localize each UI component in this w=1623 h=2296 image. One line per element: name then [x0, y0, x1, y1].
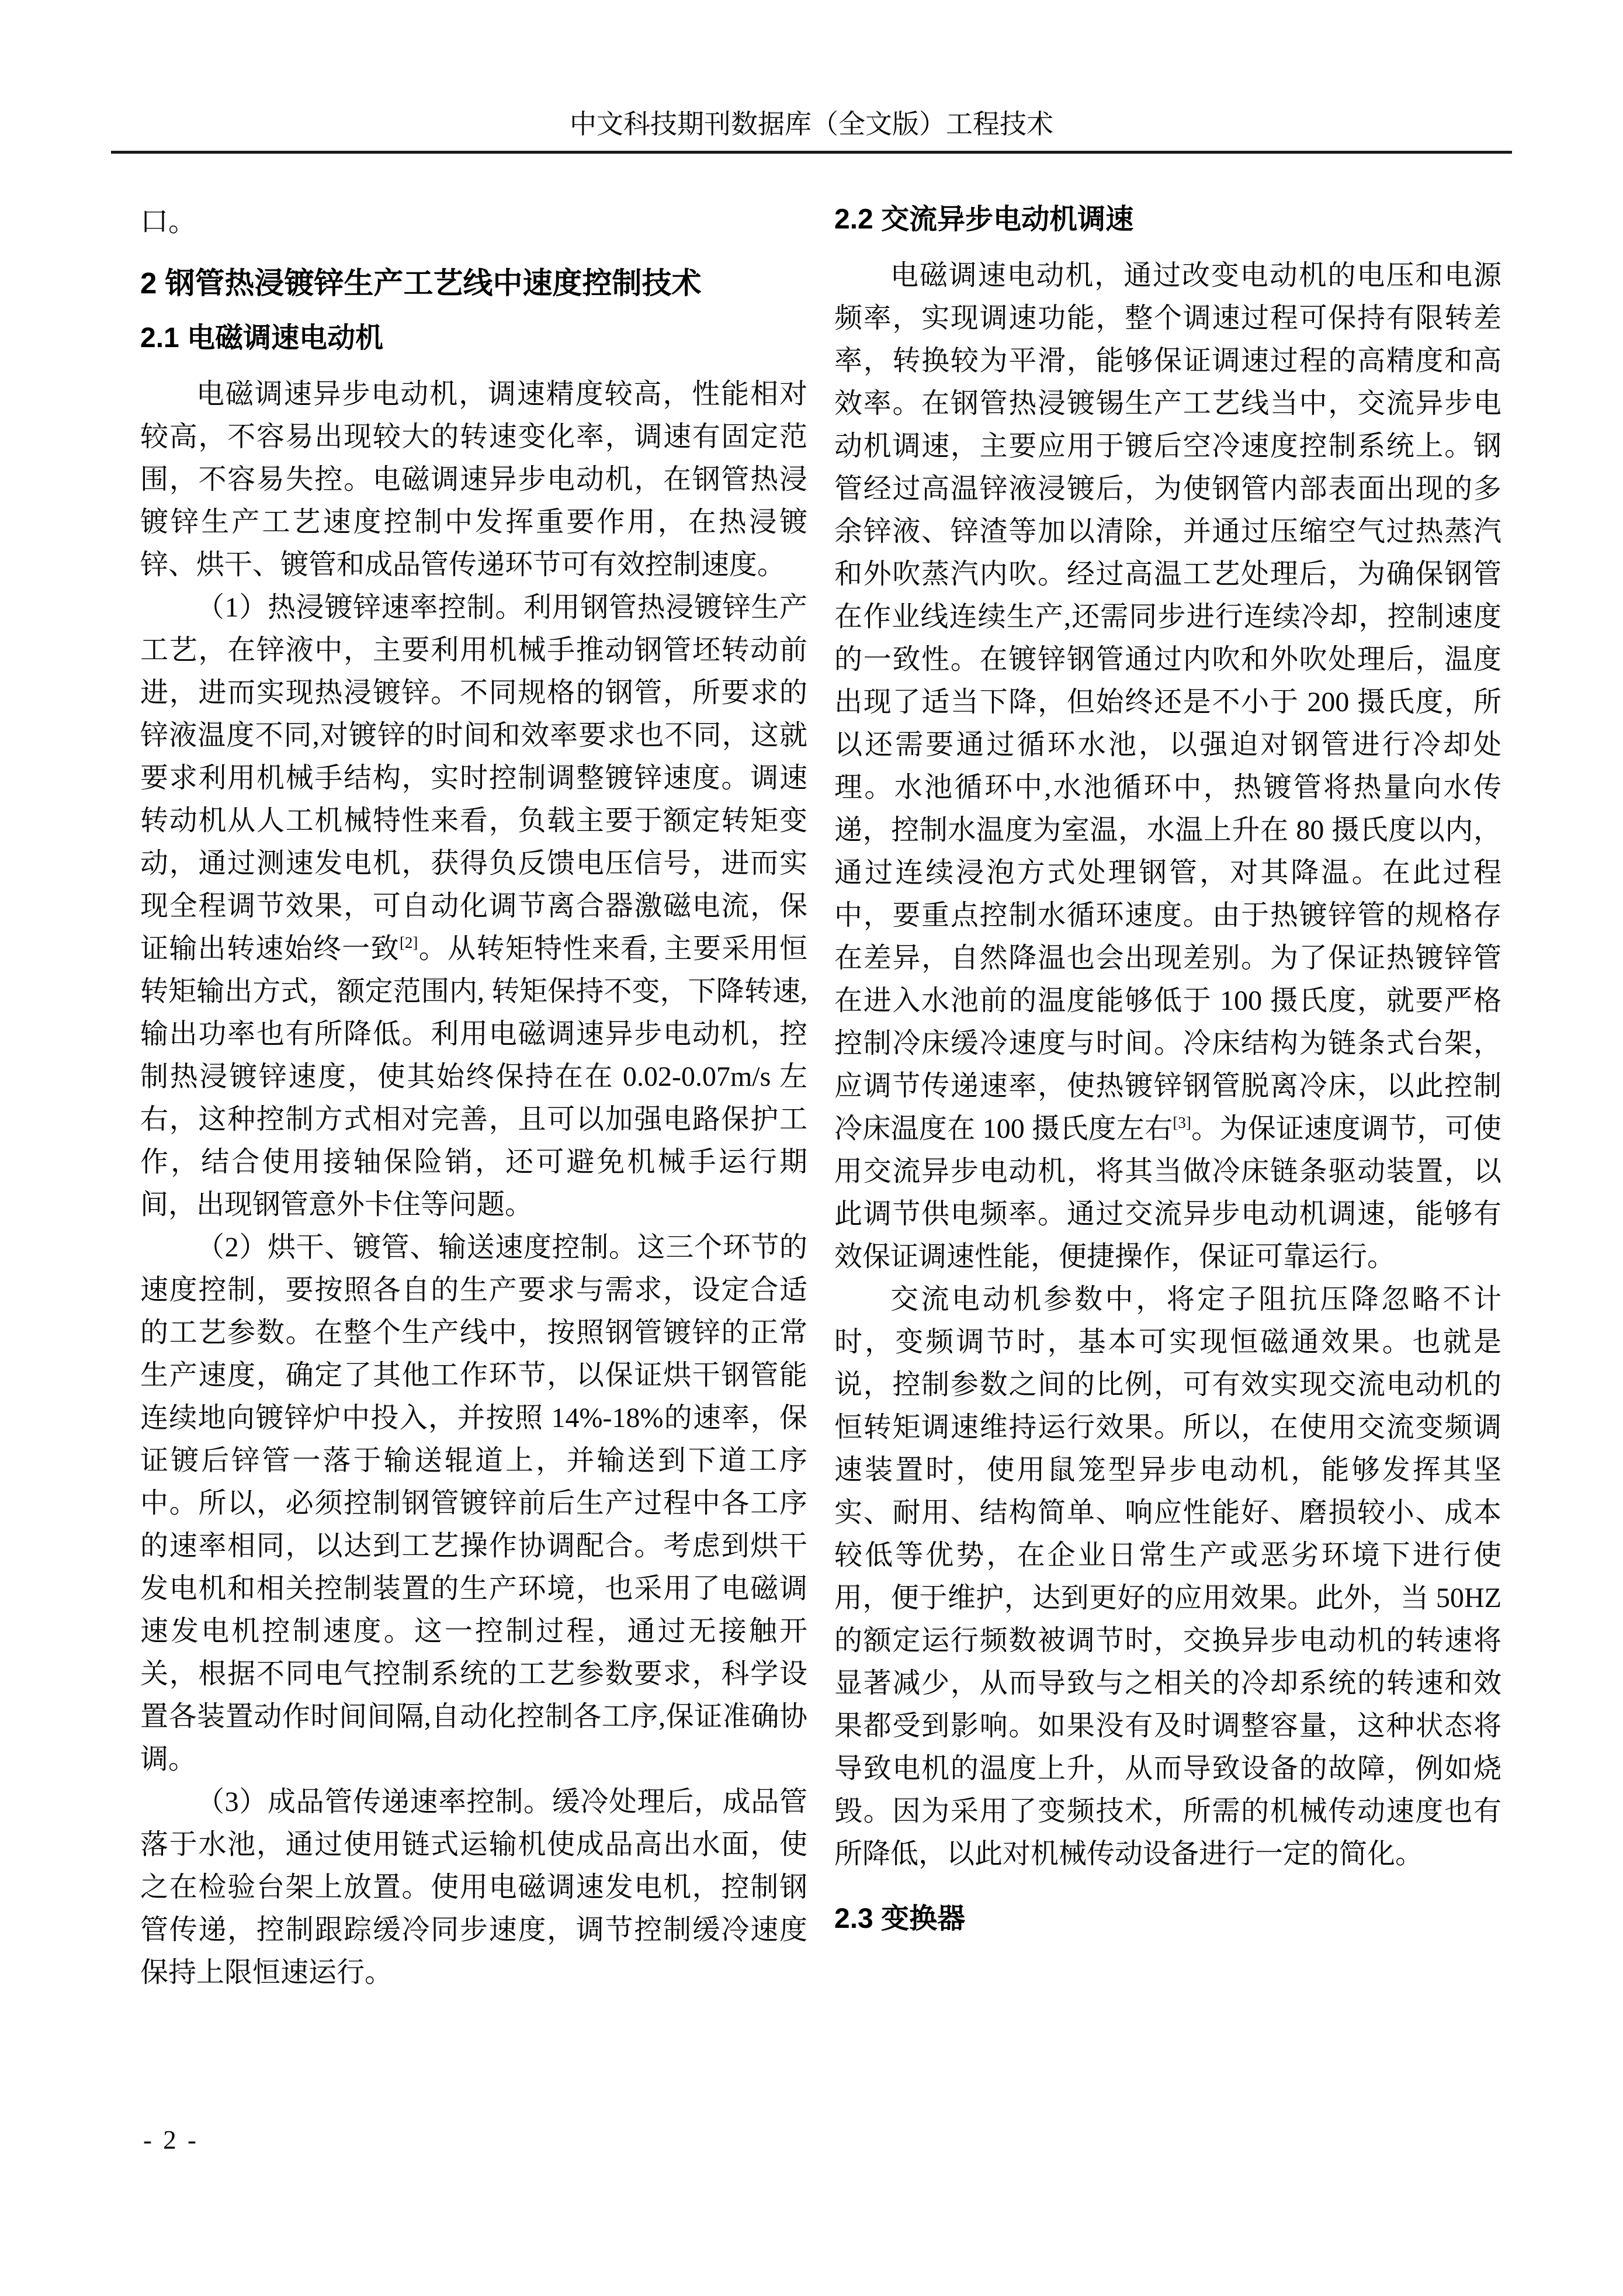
paragraph: 电磁调速异步电动机，调速精度较高，性能相对较高，不容易出现较大的转速变化率，调速有固定范围，不容易失控。电磁调速异步电动机，在钢管热浸镀锌生产工艺速度控制中发挥重要作用，在热浸镀锌、烘干、镀管和成品管传递环节可有效控制速度。 [140, 379, 807, 580]
right-column [834, 200, 1501, 1994]
header-title: 中文科技期刊数据库（全文版）工程技术 [570, 109, 1053, 139]
paragraph: （1）热浸镀锌速率控制。利用钢管热浸镀锌生产工艺，在锌液中，主要利用机械手推动钢管坯转动前进，进而实现热浸镀锌。不同规格的钢管，所要求的锌液温度不同,对镀锌的时间和效率要求也不同，这就要求利用机械手结构，实时控制调整镀锌速度。调速转动机从人工机械特性来看，负载主要于额定转矩变动，通过测速发电机，获得负反馈电压信号，进而实现全程调节效果，可自动化调节离合器激磁电流，保证输出转速始终一致[2]。从转矩特性来看, 主要采用恒转矩输出方式，额定范围内, 转矩保持不变，下降转速, 输出功率也有所降低。利用电磁调速异步电动机，控制热浸镀锌速度，使其始终保持在在 0.02-0.07m/s 左右，这种控制方式相对完善，且可以加强电路保护工作，结合使用接轴保险销，还可避免机械手运行期间，出现钢管意外卡住等问题。 [140, 592, 807, 1220]
header-divider [111, 151, 1512, 154]
subsection-heading-2-3: 2.3 变换器 [834, 1903, 966, 1934]
left-column [140, 200, 807, 1994]
page-number: - 2 - [143, 2125, 199, 2155]
two-column-layout [140, 200, 1501, 1994]
carryover-fragment: 口。 [140, 206, 197, 237]
subsection-heading-2-1: 2.1 电磁调速电动机 [140, 323, 384, 354]
paragraph: （3）成品管传递速率控制。缓冷处理后，成品管落于水池，通过使用链式运输机使成品高出水面，使之在检验台架上放置。使用电磁调速发电机，控制钢管传递，控制跟踪缓冷同步速度，调节控制缓冷速度保持上限恒速运行。 [140, 1786, 807, 1988]
paragraph: 交流电动机参数中，将定子阻抗压降忽略不计时，变频调节时，基本可实现恒磁通效果。也就是说，控制参数之间的比例，可有效实现交流电动机的恒转矩调速维持运行效果。所以，在使用交流变频调速装置时，使用鼠笼型异步电动机，能够发挥其坚实、耐用、结构简单、响应性能好、磨损较小、成本较低等优势，在企业日常生产或恶劣环境下进行使用，便于维护，达到更好的应用效果。此外，当 50HZ 的额定运行频数被调节时，交换异步电动机的转速将显著减少，从而导致与之相关的冷却系统的转速和效果都受到影响。如果没有及时调整容量，这种状态将导致电机的温度上升，从而导致设备的故障，例如烧毁。因为采用了变频技术，所需的机械传动速度也有所降低，以此对机械传动设备进行一定的简化。 [834, 1284, 1501, 1869]
page-header [0, 0, 1623, 141]
section-heading-2: 2 钢管热浸镀锌生产工艺线中速度控制技术 [140, 266, 702, 300]
paragraph: 电磁调速电动机，通过改变电动机的电压和电源频率，实现调速功能，整个调速过程可保持有限转差率，转换较为平滑，能够保证调速过程的高精度和高效率。在钢管热浸镀锡生产工艺线当中，交流异步电动机调速，主要应用于镀后空冷速度控制系统上。钢管经过高温锌液浸镀后，为使钢管内部表面出现的多余锌液、锌渣等加以清除，并通过压缩空气过热蒸汽和外吹蒸汽内吹。经过高温工艺处理后，为确保钢管在作业线连续生产,还需同步进行连续冷却，控制速度的一致性。在镀锌钢管通过内吹和外吹处理后，温度出现了适当下降，但始终还是不小于 200 摄氏度，所以还需要通过循环水池，以强迫对钢管进行冷却处理。水池循环中,水池循环中，热镀管将热量向水传递，控制水温度为室温，水温上升在 80 摄氏度以内，通过连续浸泡方式处理钢管，对其降温。在此过程中，要重点控制水循环速度。由于热镀锌管的规格存在差异，自然降温也会出现差别。为了保证热镀锌管在进入水池前的温度能够低于 100 摄氏度，就要严格控制冷床缓冷速度与时间。冷床结构为链条式台架，应调节传递速率，使热镀锌钢管脱离冷床，以此控制冷床温度在 100 摄氏度左右[3]。为保证速度调节，可使用交流异步电动机，将其当做冷床链条驱动装置，以此调节供电频率。通过交流异步电动机调速，能够有效保证调速性能，便捷操作，保证可靠运行。 [834, 260, 1501, 1272]
paragraph: （2）烘干、镀管、输送速度控制。这三个环节的速度控制，要按照各自的生产要求与需求，设定合适的工艺参数。在整个生产线中，按照钢管镀锌的正常生产速度，确定了其他工作环节，以保证烘干钢管能连续地向镀锌炉中投入，并按照 14%-18%的速率，保证镀后锌管一落于输送辊道上，并输送到下道工序中。所以，必须控制钢管镀锌前后生产过程中各工序的速率相同，以达到工艺操作协调配合。考虑到烘干发电机和相关控制装置的生产环境，也采用了电磁调速发电机控制速度。这一控制过程，通过无接触开关，根据不同电气控制系统的工艺参数要求，科学设置各装置动作时间间隔,自动化控制各工序,保证准确协调。 [140, 1232, 807, 1775]
subsection-heading-2-2: 2.2 交流异步电动机调速 [834, 204, 1134, 235]
